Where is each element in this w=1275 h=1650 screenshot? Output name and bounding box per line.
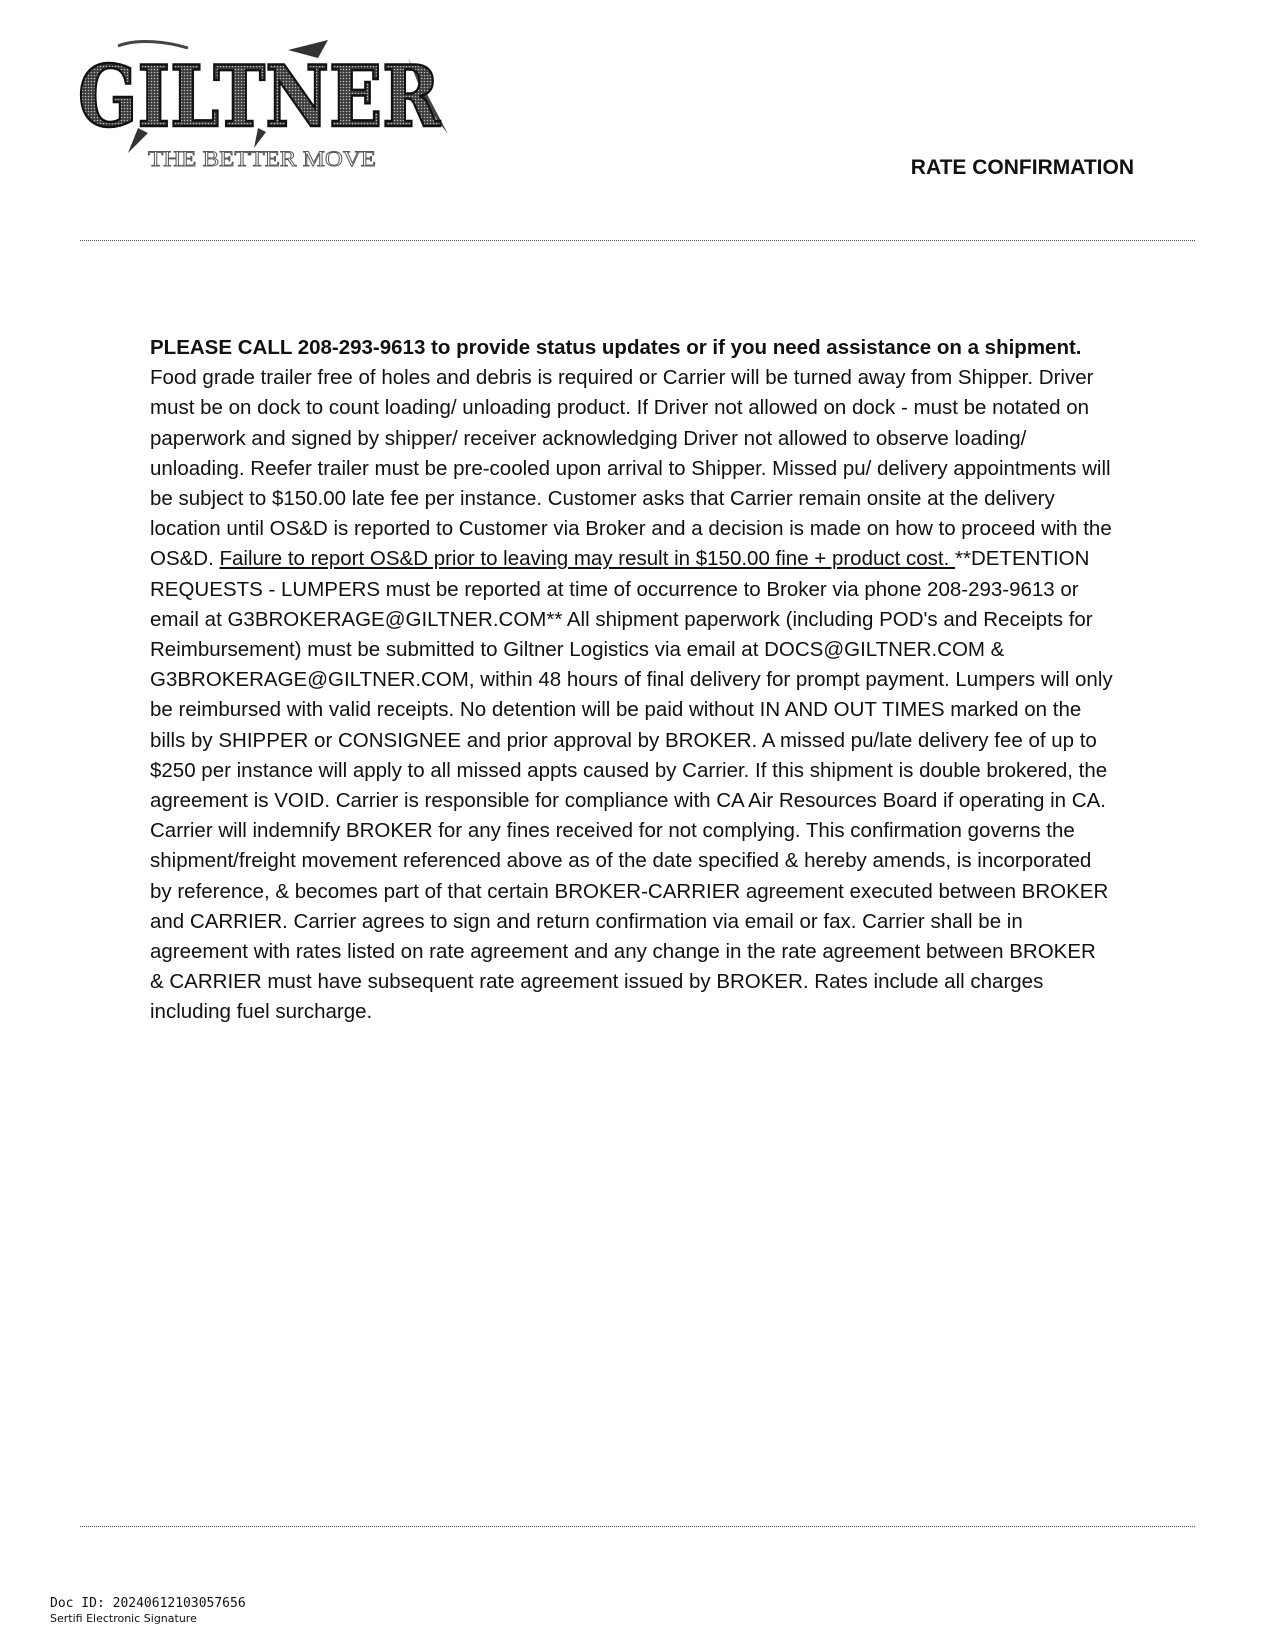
terms-paragraph xyxy=(150,333,1115,1028)
header-divider xyxy=(80,240,1195,241)
terms-text-part-2: **DETENTION REQUESTS - LUMPERS must be reported at time of occurrence to Broker via phone 208-293-9613 or email at G3BROKERAGE@GILTNER.COM** All shipment paperwork (including POD's and Receipts for Reimbursement) must be submitted to Giltner Logistics via email at DOCS@GILTNER.COM & G3BROKERAGE@GILTNER.COM, within 48 hours of final delivery for prompt payment. Lumpers will only be reimbursed with valid receipts. No detention will be paid without IN AND OUT TIMES marked on the bills by SHIPPER or CONSIGNEE and prior approval by BROKER. A missed pu/late delivery fee of up to $250 per instance will apply to all missed appts caused by Carrier. If this shipment is double brokered, the agreement is VOID. Carrier is responsible for compliance with CA Air Resources Board if operating in CA. Carrier will indemnify BROKER for any fines received for not complying. This confirmation governs the shipment/freight movement referenced above as of the date specified & hereby amends, is incorporated by reference, & becomes part of that certain BROKER-CARRIER agreement executed between BROKER and CARRIER. Carrier agrees to sign and return confirmation via email or fax. Carrier shall be in agreement with rates listed on rate agreement and any change in the rate agreement between BROKER & CARRIER must have subsequent rate agreement issued by BROKER. Rates include all charges including fuel surcharge. xyxy=(150,547,1113,1024)
footer-divider xyxy=(80,1526,1195,1527)
osd-penalty-notice: Failure to report OS&D prior to leaving may result in $150.00 fine + product cost. xyxy=(219,547,956,571)
logo-wordmark: GILTNER xyxy=(78,47,441,146)
document-footer xyxy=(50,1596,246,1626)
giltner-logo-graphic xyxy=(78,38,458,178)
call-instruction: PLEASE CALL 208-293-9613 to provide status updates or if you need assistance on a shipment. xyxy=(150,336,1082,359)
giltner-logo xyxy=(78,38,458,178)
doc-id: Doc ID: 20240612103057656 xyxy=(50,1596,246,1611)
logo-tagline: THE BETTER MOVE xyxy=(148,146,376,171)
signature-provider: Sertifi Electronic Signature xyxy=(50,1612,197,1625)
document-title: RATE CONFIRMATION xyxy=(910,156,1134,179)
terms-text-part-1: Food grade trailer free of holes and debris is required or Carrier will be turned away from Shipper. Driver must be on dock to count loading/ unloading product. If Driver not allowed on dock - must be notated on paperwork and signed by shipper/ receiver acknowledging Driver not allowed to observe loading/ unloading. Reefer trailer must be pre-cooled upon arrival to Shipper. Missed pu/ delivery appointments will be subject to $150.00 late fee per instance. Customer asks that Carrier remain onsite at the delivery location until OS&D is reported to Customer via Broker and a decision is made on how to proceed with the OS&D. xyxy=(150,366,1112,571)
